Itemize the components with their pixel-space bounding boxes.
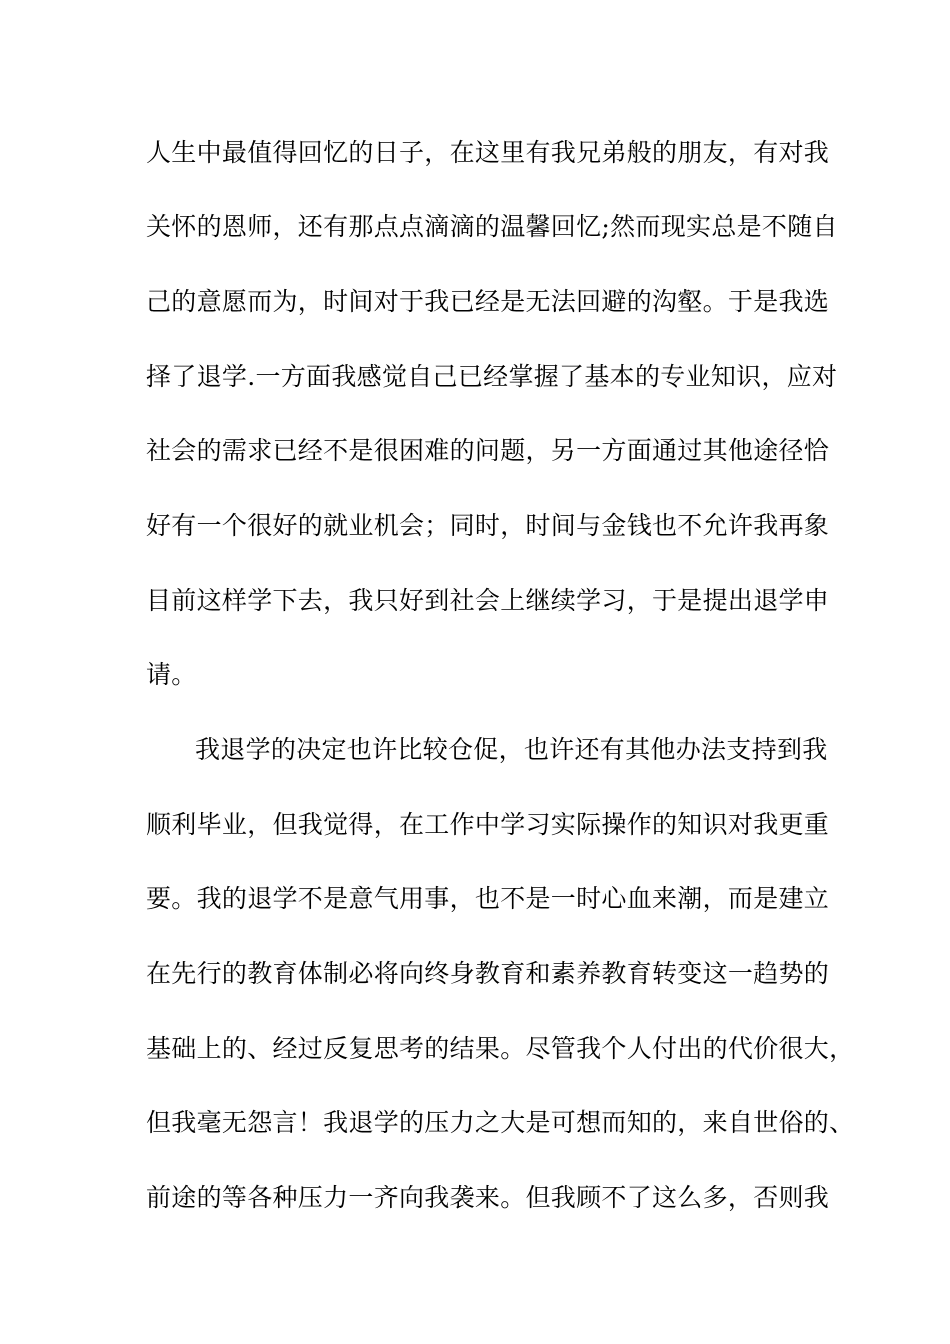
text-line: 己的意愿而为，时间对于我已经是无法回避的沟壑。于是我选 (146, 287, 830, 316)
text-line: 要。我的退学不是意气用事，也不是一时心血来潮，而是建立 (146, 884, 830, 913)
text-line: 在先行的教育体制必将向终身教育和素养教育转变这一趋势的 (146, 959, 830, 988)
text-line: 目前这样学下去，我只好到社会上继续学习，于是提出退学申 (146, 586, 830, 615)
text-line: 关怀的恩师，还有那点点滴滴的温馨回忆;然而现实总是不随自 (146, 212, 838, 241)
text-line: 好有一个很好的就业机会；同时，时间与金钱也不允许我再象 (146, 511, 830, 540)
text-line: 请。 (146, 660, 197, 689)
text-line: 但我毫无怨言！我退学的压力之大是可想而知的，来自世俗的、 (146, 1108, 855, 1137)
text-line: 择了退学.一方面我感觉自己已经掌握了基本的专业知识，应对 (146, 362, 838, 391)
text-line: 基础上的、经过反复思考的结果。尽管我个人付出的代价很大， (146, 1034, 855, 1063)
text-line: 社会的需求已经不是很困难的问题，另一方面通过其他途径恰 (146, 436, 830, 465)
paragraph-first-line: 我退学的决定也许比较仓促，也许还有其他办法支持到我 (195, 735, 828, 764)
text-line: 顺利毕业，但我觉得，在工作中学习实际操作的知识对我更重 (146, 810, 830, 839)
text-line: 前途的等各种压力一齐向我袭来。但我顾不了这么多，否则我 (146, 1183, 830, 1212)
text-line: 人生中最值得回忆的日子，在这里有我兄弟般的朋友，有对我 (146, 138, 830, 167)
